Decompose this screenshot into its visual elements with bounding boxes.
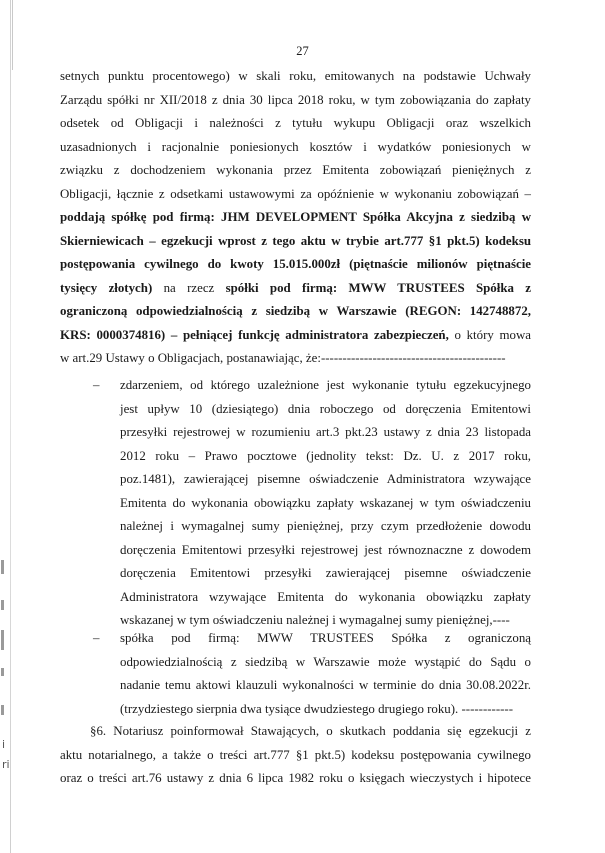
bullet-text-line: nadanie temu aktowi klauzuli wykonalności w terminie do dnia 30.08.2022r. [120,678,531,692]
bold-text: ograniczoną odpowiedzialnością z siedzibą w Warszawie (REGON: 142748872, [60,304,531,318]
scan-artifact [1,560,4,574]
text-line [60,303,531,319]
bold-text: postępowania cywilnego do kwoty 15.015.000zł (piętnaście milionów piętnaście [60,257,531,271]
text-span: o który mowa [448,327,531,342]
margin-fragment: ri [2,758,10,771]
text-span: w art.29 Ustawy o Obligacjach, postanawiając, że:------------------------------------------- [60,351,506,365]
scan-edge [0,0,13,70]
text-line [60,209,531,225]
scan-artifact [1,600,4,610]
text-span: odsetek od Obligacji i należności z tytułu wykupu Obligacji oraz wszelkich [60,116,531,130]
scan-artifact [1,630,4,650]
scan-artifact [1,705,4,715]
bullet-text-line: należnej i wymagalnej sumy pieniężnej, przy czym przedłożenie dowodu [120,519,531,533]
bold-text: KRS: 0000374816) – pełniącej funkcję administratora zabezpieczeń, [60,327,449,342]
bullet-text-line: jest upływ 10 (dziesiątego) dnia roboczego od doręczenia Emitentowi [120,401,531,416]
text-line [60,162,531,178]
text-span: setnych punktu procentowego) w skali roku, emitowanych na podstawie Uchwały [60,69,531,83]
margin-fragment: i [2,738,6,751]
text-span: związku z dochodzeniem wykonania przez Emitenta zobowiązań pieniężnych z [60,163,531,177]
text-span: Obligacji, łącznie z odsetkami ustawowymi za opóźnienie w wykonaniu zobowiązań – [60,186,531,201]
text-line [60,186,531,202]
bullet-text-line: Administratora wzywające Emitenta do wykonania obowiązku zapłaty [120,589,531,604]
text-line [60,327,531,343]
text-line: §6. Notariusz poinformował Stawających, o skutkach poddania się egzekucji z [90,724,531,738]
bullet-text-line: poz.1481), zawierającej pisemne oświadczenie Administratora wzywające [120,472,531,486]
bold-text: poddają spółkę pod firmą: JHM DEVELOPMENT Spółka Akcyjna z siedzibą w [60,210,531,224]
bullet-text-line: doręczenia Emitentowi przesyłki zawierającej pisemne oświadczenie [120,566,531,580]
text-span: uzasadnionych i racjonalnie poniesionych kosztów i wydatków poniesionych w [60,139,531,154]
text-line [60,92,531,108]
bullet-text-line: doręczenia Emitentowi przesyłki rejestrowej jest równoznaczne z dowodem [120,542,531,557]
text-line [60,68,531,84]
text-line [60,280,531,296]
bullet-text-line: odpowiedzialnością z siedzibą w Warszawie może wystąpić do Sądu o [120,654,531,669]
text-line [60,233,531,249]
bullet-text-line: Emitenta do wykonania obowiązku zapłaty wskazanej w tym oświadczeniu [120,495,531,510]
bullet-dash: – [93,631,100,645]
bold-text: spółki pod firmą: MWW TRUSTEES Spółka z [225,280,531,295]
text-span: na rzecz [152,280,226,295]
text-line [60,256,531,272]
scan-artifact [1,668,4,676]
bullet-dash: – [93,378,100,392]
bold-text: Skierniewicach – egzekucji wprost z tego aktu w trybie art.777 §1 pkt.5) kodeksu [60,233,531,248]
bold-text: tysięcy złotych) [60,280,153,295]
text-line: aktu notarialnego, a także o treści art.777 §1 pkt.5) kodeksu postępowania cywilnego [60,747,531,762]
page-number: 27 [296,44,309,58]
text-line [60,350,531,366]
bullet-text-line: spółka pod firmą: MWW TRUSTEES Spółka z ograniczoną [120,631,531,645]
bullet-text-line: przesyłki rejestrowej w rozumieniu art.3 pkt.23 ustawy z dnia 23 listopada [120,425,531,439]
bullet-text-line: (trzydziestego sierpnia dwa tysiące dwudziestego drugiego roku). ------------ [120,701,514,716]
bullet-text-line: zdarzeniem, od którego uzależnione jest wykonanie tytułu egzekucyjnego [120,378,531,392]
text-line [60,115,531,131]
bullet-text-line: 2012 roku – Prawo pocztowe (jednolity tekst: Dz. U. z 2017 roku, [120,448,531,463]
bullet-text-line: wskazanej w tym oświadczeniu należnej i wymagalnej sumy pieniężnej,---- [120,613,510,627]
text-line [60,139,531,155]
scan-margin-line [10,0,11,853]
text-span: Zarządu spółki nr XII/2018 z dnia 30 lipca 2018 roku, w tym zobowiązania do zapłaty [60,92,531,107]
text-line: oraz o treści art.76 ustawy z dnia 6 lipca 1982 roku o księgach wieczystych i hipotece [60,771,531,785]
